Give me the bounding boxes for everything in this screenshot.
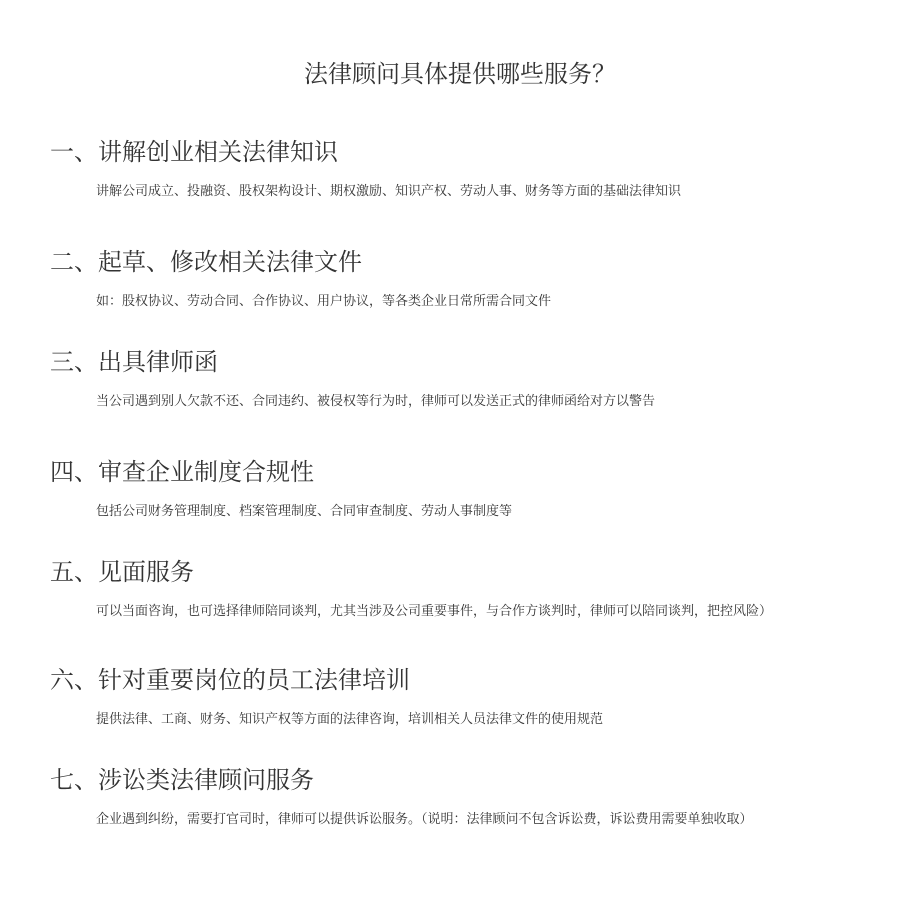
service-heading: 四、审查企业制度合规性: [50, 458, 314, 486]
service-item-5: [50, 556, 890, 622]
service-description: 包括公司财务管理制度、档案管理制度、合同审查制度、劳动人事制度等: [96, 504, 513, 519]
service-description: 提供法律、工商、财务、知识产权等方面的法律咨询，培训相关人员法律文件的使用规范: [96, 712, 604, 727]
service-heading: 三、出具律师函: [50, 348, 218, 376]
service-description: 企业遇到纠纷，需要打官司时，律师可以提供诉讼服务。（说明：法律顾问不包含诉讼费，诉讼费用需要单独收取）: [96, 812, 753, 827]
service-item-2: [50, 246, 890, 312]
service-heading: 七、涉讼类法律顾问服务: [50, 766, 314, 794]
service-item-6: [50, 664, 890, 730]
service-item-3: [50, 346, 890, 412]
service-heading: 一、讲解创业相关法律知识: [50, 138, 338, 166]
service-heading: 二、起草、修改相关法律文件: [50, 248, 362, 276]
service-heading: 五、见面服务: [50, 558, 194, 586]
service-item-4: [50, 456, 890, 522]
page-title: 法律顾问具体提供哪些服务？: [304, 60, 616, 88]
service-description: 可以当面咨询，也可选择律师陪同谈判，尤其当涉及公司重要事件，与合作方谈判时，律师可以陪同谈判，把控风险）: [96, 604, 773, 619]
service-description: 当公司遇到别人欠款不还、合同违约、被侵权等行为时，律师可以发送正式的律师函给对方以警告: [96, 394, 656, 409]
service-description: 如：股权协议、劳动合同、合作协议、用户协议，等各类企业日常所需合同文件: [96, 294, 552, 309]
service-item-1: [50, 136, 890, 202]
service-item-7: [50, 764, 890, 830]
service-description: 讲解公司成立、投融资、股权架构设计、期权激励、知识产权、劳动人事、财务等方面的基础法律知识: [96, 184, 682, 199]
service-heading: 六、针对重要岗位的员工法律培训: [50, 666, 410, 694]
